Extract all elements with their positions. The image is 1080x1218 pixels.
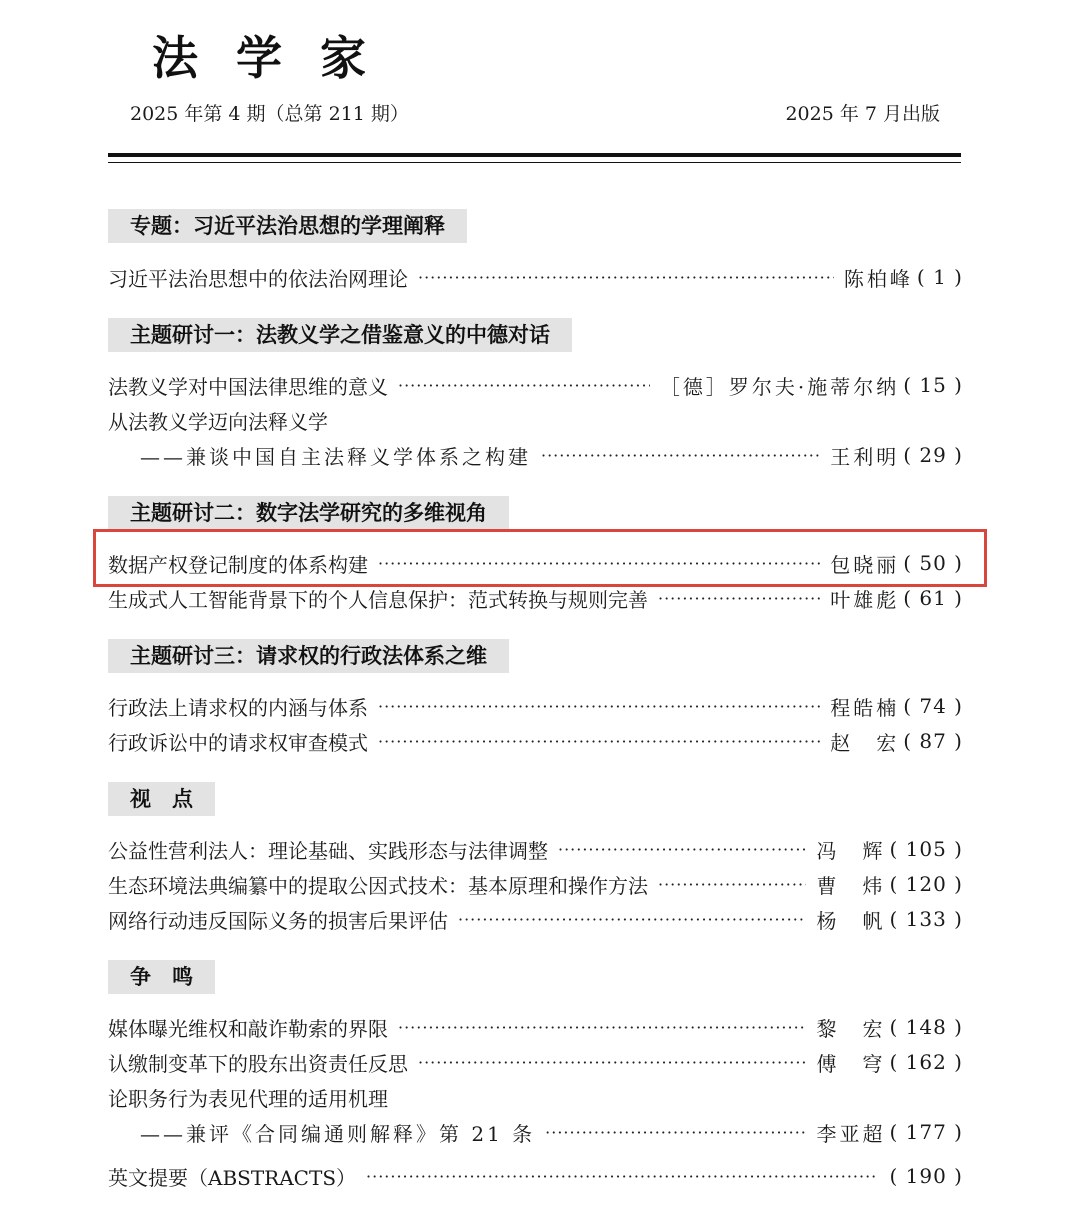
entry-author: 包晓丽 bbox=[830, 552, 900, 577]
leader-dots bbox=[458, 910, 806, 929]
entry-title: 行政诉讼中的请求权审查模式 bbox=[108, 730, 368, 755]
toc-entry-subtitle-line[interactable] bbox=[140, 1116, 963, 1148]
leader-dots bbox=[558, 840, 806, 859]
toc-entry[interactable] bbox=[108, 1081, 963, 1113]
entry-subtitle: ——兼谈中国自主法释义学体系之构建 bbox=[140, 444, 531, 469]
header-rule-thin bbox=[108, 162, 961, 163]
leader-dots bbox=[378, 697, 820, 716]
entry-page: ( 120 ) bbox=[889, 872, 963, 896]
section-heading: 主题研讨三：请求权的行政法体系之维 bbox=[108, 639, 509, 673]
section-heading: 主题研讨一：法教义学之借鉴意义的中德对话 bbox=[108, 318, 572, 352]
toc-entry-abstracts[interactable] bbox=[108, 1160, 963, 1192]
entry-author: 曹 炜 bbox=[816, 873, 886, 898]
entry-page: ( 148 ) bbox=[889, 1015, 963, 1039]
entry-title: 英文提要（ABSTRACTS） bbox=[108, 1165, 357, 1190]
entry-page: ( 87 ) bbox=[903, 729, 963, 753]
leader-dots bbox=[545, 1123, 806, 1142]
entry-title: 生成式人工智能背景下的个人信息保护：范式转换与规则完善 bbox=[108, 587, 648, 612]
journal-title: 法学家 bbox=[152, 31, 404, 85]
entry-author: 李亚超 bbox=[816, 1121, 886, 1146]
entry-title: 行政法上请求权的内涵与体系 bbox=[108, 695, 368, 720]
leader-dots bbox=[378, 732, 820, 751]
entry-author: 傅 穹 bbox=[816, 1051, 886, 1076]
section-heading: 专题：习近平法治思想的学理阐释 bbox=[108, 209, 467, 243]
section-heading: 主题研讨二：数字法学研究的多维视角 bbox=[108, 496, 509, 530]
toc-entry[interactable] bbox=[108, 1046, 963, 1078]
toc-entry[interactable] bbox=[108, 690, 963, 722]
entry-title: 媒体曝光维权和敲诈勒索的界限 bbox=[108, 1016, 388, 1041]
leader-dots bbox=[398, 1018, 806, 1037]
entry-page: ( 61 ) bbox=[903, 586, 963, 610]
leader-dots bbox=[366, 1167, 875, 1186]
entry-author: 冯 辉 bbox=[816, 838, 886, 863]
header-rule-thick bbox=[108, 153, 961, 157]
entry-author: 程皓楠 bbox=[830, 695, 900, 720]
section-heading: 视 点 bbox=[108, 782, 215, 816]
entry-title: 认缴制变革下的股东出资责任反思 bbox=[108, 1051, 408, 1076]
entry-author: 杨 帆 bbox=[816, 908, 886, 933]
toc-entry[interactable] bbox=[108, 1011, 963, 1043]
entry-page: ( 74 ) bbox=[903, 694, 963, 718]
entry-page: ( 50 ) bbox=[903, 551, 963, 575]
entry-page: ( 29 ) bbox=[903, 443, 963, 467]
leader-dots bbox=[418, 268, 834, 287]
toc-entry[interactable] bbox=[108, 261, 963, 293]
entry-page: ( 15 ) bbox=[903, 373, 963, 397]
issue-info: 2025 年第 4 期（总第 211 期） bbox=[130, 103, 409, 125]
toc-entry[interactable] bbox=[108, 369, 963, 401]
toc-entry[interactable] bbox=[108, 868, 963, 900]
entry-author: ［德］罗尔夫·施蒂尔纳 bbox=[659, 374, 900, 399]
entry-title: 数据产权登记制度的体系构建 bbox=[108, 552, 368, 577]
entry-page: ( 133 ) bbox=[889, 907, 963, 931]
toc-entry[interactable] bbox=[108, 903, 963, 935]
leader-dots bbox=[658, 589, 820, 608]
entry-title: 从法教义学迈向法释义学 bbox=[108, 409, 328, 434]
toc-entry[interactable] bbox=[108, 547, 963, 579]
toc-entry[interactable] bbox=[108, 725, 963, 757]
entry-author: 叶雄彪 bbox=[830, 587, 900, 612]
entry-page: ( 162 ) bbox=[889, 1050, 963, 1074]
entry-title: 网络行动违反国际义务的损害后果评估 bbox=[108, 908, 448, 933]
entry-subtitle: ——兼评《合同编通则解释》第 21 条 bbox=[140, 1121, 536, 1146]
toc-entry-subtitle-line[interactable] bbox=[140, 439, 963, 471]
entry-page: ( 1 ) bbox=[917, 265, 963, 289]
entry-title: 公益性营利法人：理论基础、实践形态与法律调整 bbox=[108, 838, 548, 863]
entry-page: ( 190 ) bbox=[889, 1164, 963, 1188]
leader-dots bbox=[378, 554, 820, 573]
toc-entry[interactable] bbox=[108, 404, 963, 436]
entry-title: 习近平法治思想中的依法治网理论 bbox=[108, 266, 408, 291]
entry-page: ( 177 ) bbox=[889, 1120, 963, 1144]
toc-entry[interactable] bbox=[108, 582, 963, 614]
entry-page: ( 105 ) bbox=[889, 837, 963, 861]
entry-author: 黎 宏 bbox=[816, 1016, 886, 1041]
entry-author: 陈柏峰 bbox=[843, 266, 913, 291]
entry-title: 法教义学对中国法律思维的意义 bbox=[108, 374, 388, 399]
leader-dots bbox=[658, 875, 806, 894]
entry-author: 赵 宏 bbox=[830, 730, 900, 755]
leader-dots bbox=[418, 1053, 806, 1072]
leader-dots bbox=[541, 446, 820, 465]
toc-entry[interactable] bbox=[108, 833, 963, 865]
section-heading: 争 鸣 bbox=[108, 960, 215, 994]
entry-title: 论职务行为表见代理的适用机理 bbox=[108, 1086, 388, 1111]
leader-dots bbox=[398, 376, 650, 395]
entry-author: 王利明 bbox=[830, 444, 900, 469]
publish-date: 2025 年 7 月出版 bbox=[785, 103, 940, 125]
entry-title: 生态环境法典编纂中的提取公因式技术：基本原理和操作方法 bbox=[108, 873, 648, 898]
